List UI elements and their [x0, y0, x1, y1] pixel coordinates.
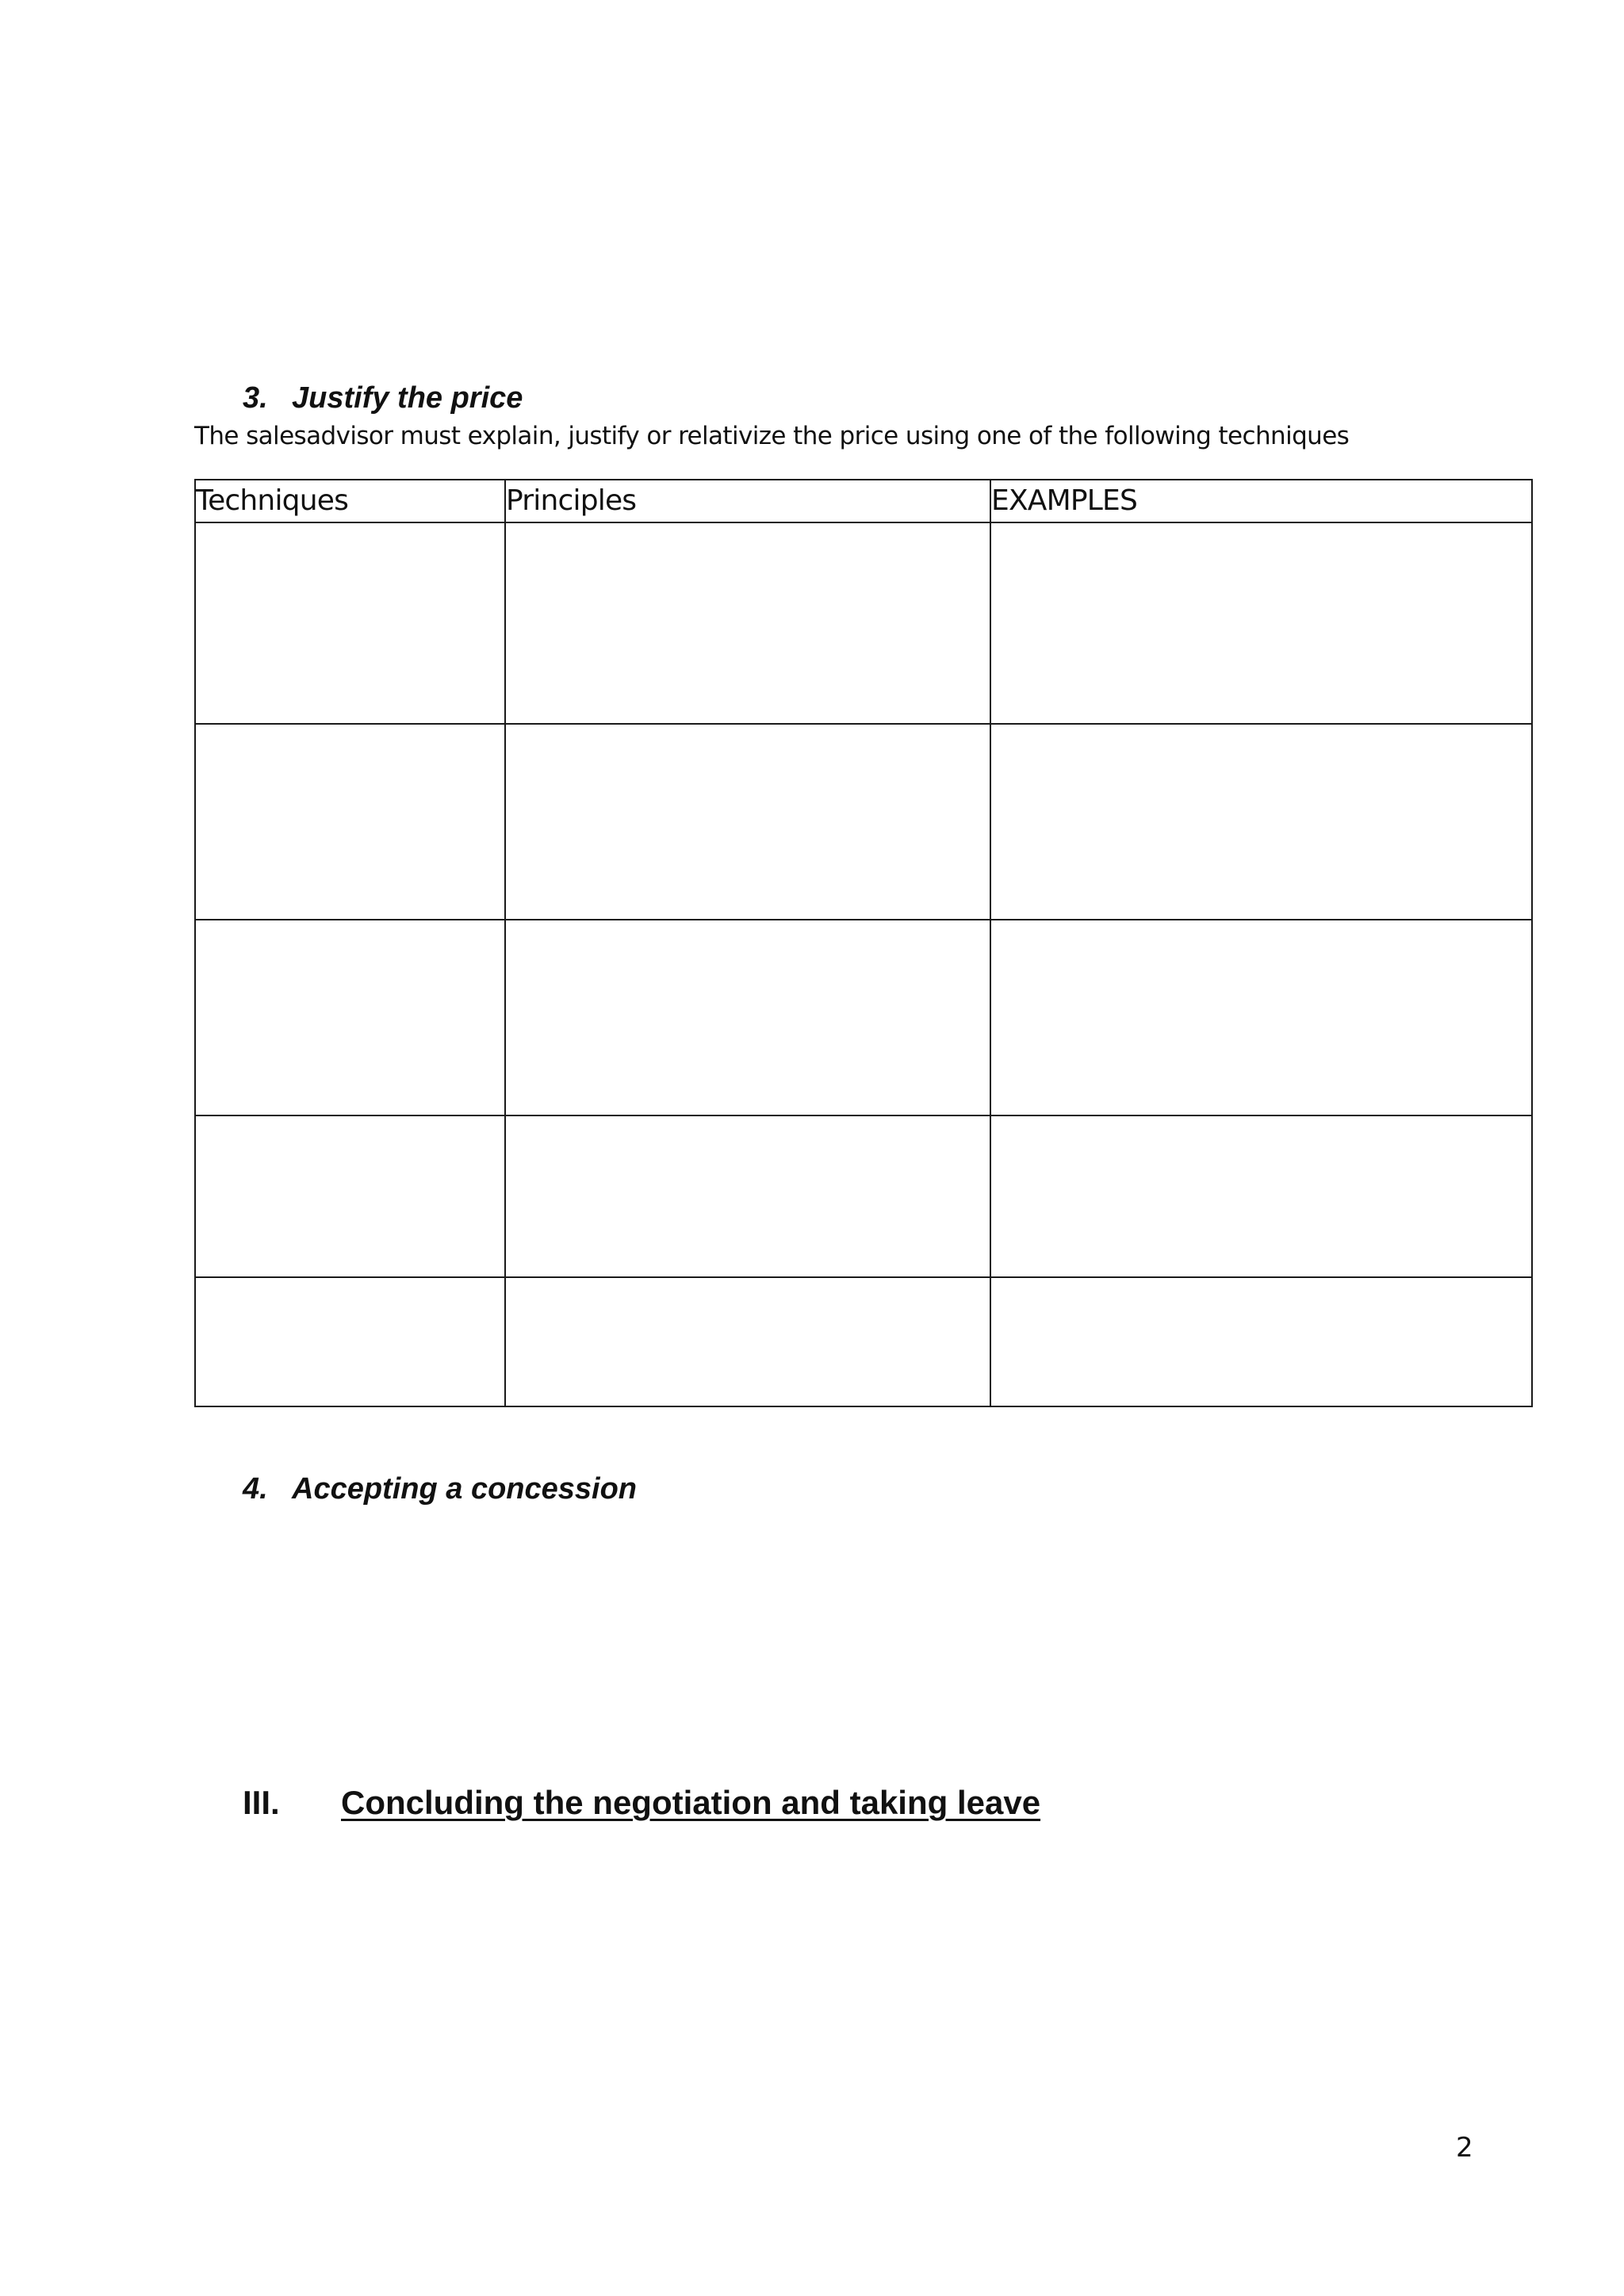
table-row [195, 1277, 1532, 1406]
section-3-title: Justify the price [292, 381, 523, 415]
example-cell [990, 522, 1532, 724]
principle-cell [505, 522, 990, 724]
principle-cell [505, 1277, 990, 1406]
example-cell [990, 920, 1532, 1115]
page-number: 2 [1456, 2132, 1473, 2164]
part-3-heading [243, 1786, 1040, 1820]
table-row [195, 522, 1532, 724]
header-techniques: Techniques [195, 480, 505, 522]
technique-cell [195, 1115, 505, 1277]
technique-cell [195, 724, 505, 920]
section-3-intro-text: The salesadvisor must explain, justify or relativize the price using one of the following techniques [194, 422, 1350, 450]
section-4-heading [243, 1474, 637, 1504]
principle-cell [505, 920, 990, 1115]
section-4-title: Accepting a concession [292, 1472, 638, 1506]
table-row [195, 920, 1532, 1115]
table-header-row [195, 480, 1532, 522]
principle-cell [505, 724, 990, 920]
section-3-number: 3. [243, 381, 268, 415]
technique-cell [195, 1277, 505, 1406]
header-examples: EXAMPLES [990, 480, 1532, 522]
example-cell [990, 724, 1532, 920]
section-3-heading [243, 383, 523, 413]
table-row [195, 724, 1532, 920]
example-cell [990, 1277, 1532, 1406]
principle-cell [505, 1115, 990, 1277]
header-principles: Principles [505, 480, 990, 522]
section-4-number: 4. [243, 1472, 268, 1506]
techniques-table [194, 479, 1533, 1407]
technique-cell [195, 920, 505, 1115]
technique-cell [195, 522, 505, 724]
part-3-numeral: III. [243, 1784, 280, 1821]
table-row [195, 1115, 1532, 1277]
part-3-title: Concluding the negotiation and taking leave [341, 1784, 1041, 1821]
example-cell [990, 1115, 1532, 1277]
